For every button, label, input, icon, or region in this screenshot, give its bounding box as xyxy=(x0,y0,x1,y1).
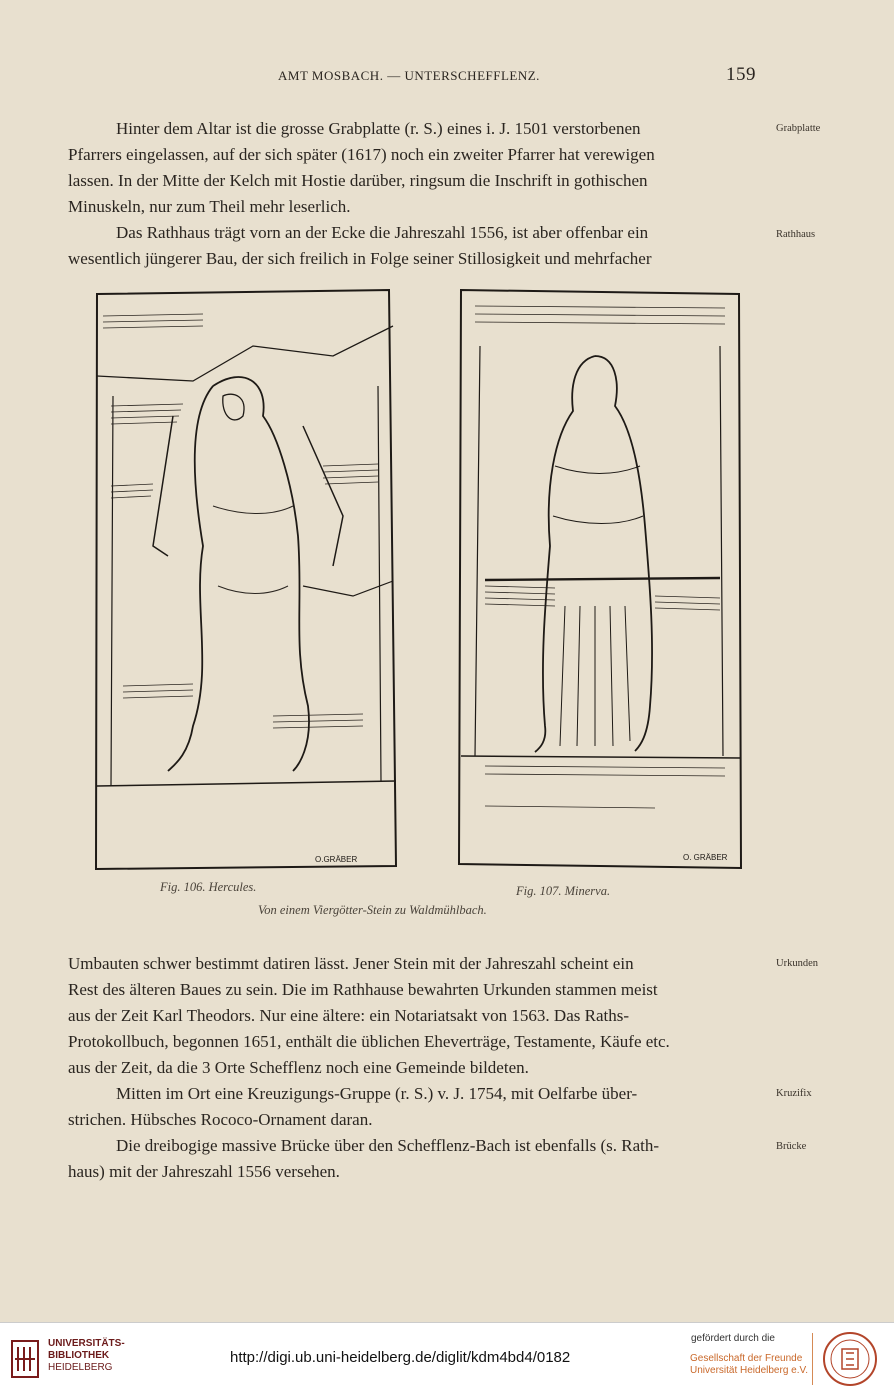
minerva-signature: O. GRÄBER xyxy=(683,853,728,862)
text-line: aus der Zeit, da die 3 Orte Schefflenz noch eine Gemeinde bildeten. xyxy=(68,1058,529,1077)
text-line: Protokollbuch, begonnen 1651, enthält die üblichen Eheverträge, Testamente, Käufe etc. xyxy=(68,1032,670,1051)
paragraph-bruecke xyxy=(68,1133,754,1185)
library-name xyxy=(48,1338,125,1374)
margin-note-rathhaus: Rathhaus xyxy=(776,229,816,240)
society-name-line: Universität Heidelberg e.V. xyxy=(690,1365,809,1376)
minerva-relief-illustration xyxy=(455,286,745,872)
text-line: Minuskeln, nur zum Theil mehr leserlich. xyxy=(68,197,351,216)
university-library-logo-icon xyxy=(10,1337,40,1381)
text-line: Rest des älteren Baues zu sein. Die im Rathhause bewahrten Urkunden stammen meist xyxy=(68,980,658,999)
margin-note-grabplatte: Grabplatte xyxy=(776,123,821,134)
caption-fig-107: Fig. 107. Minerva. xyxy=(516,884,611,898)
text-line: lassen. In der Mitte der Kelch mit Hostie darüber, ringsum die Inschrift in gothischen xyxy=(68,171,648,190)
text-line: Umbauten schwer bestimmt datiren lässt. Jener Stein mit der Jahreszahl scheint ein xyxy=(68,954,634,973)
footer-bar xyxy=(0,1322,894,1394)
paragraph-kreuzigungs-gruppe xyxy=(68,1081,754,1133)
text-line: Das Rathhaus trägt vorn an der Ecke die Jahreszahl 1556, ist aber offenbar ein xyxy=(116,223,649,242)
text-line: aus der Zeit Karl Theodors. Nur eine ältere: ein Notariatsakt von 1563. Das Raths- xyxy=(68,1006,629,1025)
caption-fig-106: Fig. 106. Hercules. xyxy=(160,880,257,894)
library-name-line: UNIVERSITÄTS- xyxy=(48,1338,125,1349)
library-name-line: HEIDELBERG xyxy=(48,1362,113,1373)
footer-divider xyxy=(812,1333,813,1385)
hercules-signature: O.GRÄBER xyxy=(315,855,358,864)
margin-note-urkunden: Urkunden xyxy=(776,958,818,969)
figure-hercules xyxy=(93,286,398,872)
paragraph-umbauten xyxy=(68,951,754,1081)
hercules-relief-illustration xyxy=(93,286,398,872)
page-number: 159 xyxy=(726,64,756,85)
text-line: wesentlich jüngerer Bau, der sich freilich in Folge seiner Stillosigkeit und mehrfacher xyxy=(68,249,652,268)
text-line: Pfarrers eingelassen, auf der sich später (1617) noch ein zweiter Pfarrer hat verewigen xyxy=(68,145,655,164)
permalink-url[interactable]: http://digi.ub.uni-heidelberg.de/diglit/kdm4bd4/0182 xyxy=(230,1349,571,1366)
text-block-bottom xyxy=(68,951,754,1185)
text-line: strichen. Hübsches Rococo-Ornament daran. xyxy=(68,1110,373,1129)
running-title: AMT MOSBACH. — UNTERSCHEFFLENZ. xyxy=(278,68,540,83)
margin-note-bruecke: Brücke xyxy=(776,1141,807,1152)
figure-minerva xyxy=(455,286,745,872)
funded-by-label: gefördert durch die xyxy=(691,1333,775,1344)
text-line: haus) mit der Jahreszahl 1556 versehen. xyxy=(68,1162,340,1181)
text-block-top xyxy=(68,116,754,272)
text-line: Mitten im Ort eine Kreuzigungs-Gruppe (r. S.) v. J. 1754, mit Oelfarbe über- xyxy=(116,1084,638,1103)
university-seal-icon xyxy=(822,1331,878,1387)
caption-common: Von einem Viergötter-Stein zu Waldmühlbach. xyxy=(258,903,487,917)
text-line: Die dreibogige massive Brücke über den Schefflenz-Bach ist ebenfalls (s. Rath- xyxy=(116,1136,660,1155)
society-name-line: Gesellschaft der Freunde xyxy=(690,1353,803,1364)
society-name xyxy=(690,1353,808,1377)
paragraph-grabplatte xyxy=(68,116,754,220)
text-line: Hinter dem Altar ist die grosse Grabplatte (r. S.) eines i. J. 1501 verstorbenen xyxy=(116,119,641,138)
paragraph-rathhaus xyxy=(68,220,754,272)
library-name-line: BIBLIOTHEK xyxy=(48,1350,110,1361)
margin-note-kruzifix: Kruzifix xyxy=(776,1088,812,1099)
